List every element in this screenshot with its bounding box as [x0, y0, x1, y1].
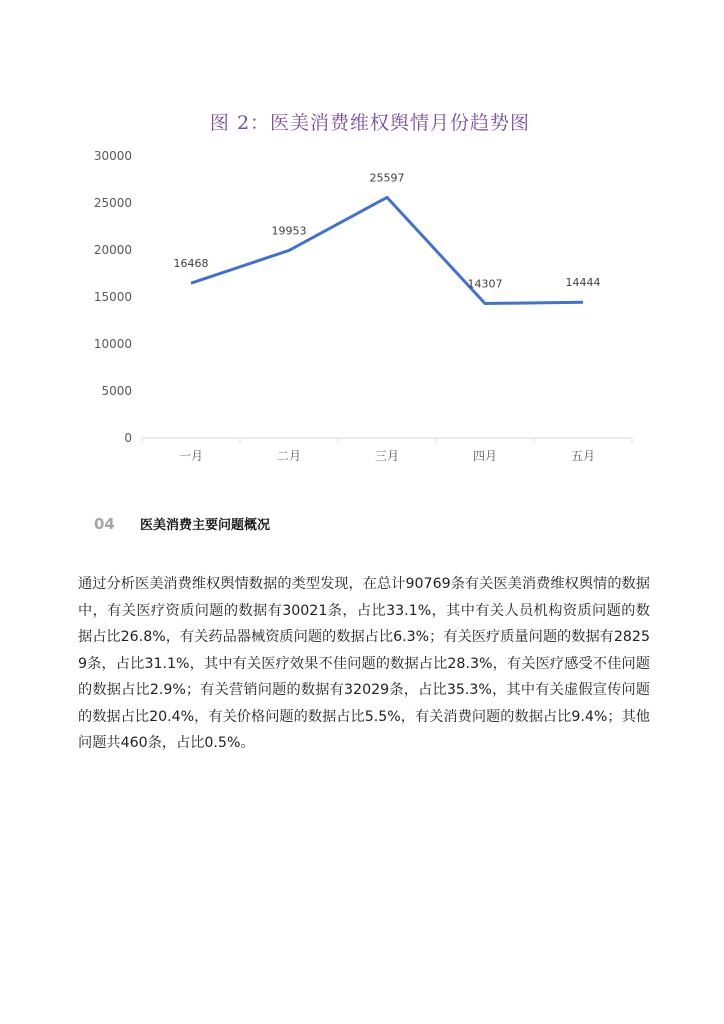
section-title: 医美消费主要问题概况: [140, 518, 271, 533]
x-tick-label: 五月: [570, 449, 596, 463]
y-tick-label: 5000: [101, 384, 132, 398]
x-tick-label: 一月: [178, 449, 204, 463]
y-tick-label: 20000: [93, 243, 132, 257]
y-axis-ticks: [94, 149, 132, 445]
y-tick-label: 25000: [93, 196, 132, 210]
line-chart: [0, 140, 724, 470]
data-label: 16468: [173, 257, 209, 271]
x-tick-label: 二月: [276, 449, 302, 463]
series-line: [191, 197, 583, 303]
data-label: 19953: [271, 224, 307, 238]
y-tick-label: 0: [124, 431, 132, 445]
y-tick-label: 15000: [93, 290, 132, 304]
body-paragraph: 通过分析医美消费维权舆情数据的类型发现，在总计90769条有关医美消费维权舆情的数据中，有关医疗资质问题的数据有30021条，占比33.1%，其中有关人员机构资质问题的数据占比26.8%，有关药品器械资质问题的数据占比6.3%；有关医疗质量问题的数据有28259条，占比31.1%，其中有关医疗效果不佳问题的数据占比28.3%，有关医疗感受不佳问题的数据占比2.9%；有关营销问题的数据有32029条，占比35.3%，其中有关虚假宣传问题的数据占比20.4%，有关价格问题的数据占比5.5%，有关消费问题的数据占比9.4%；其他问题共460条，占比0.5%。: [78, 576, 650, 751]
y-tick-label: 30000: [93, 149, 132, 163]
chart-title: 图 2：医美消费维权舆情月份趋势图: [209, 112, 531, 134]
section-header: [94, 514, 270, 533]
data-label: 14307: [467, 277, 503, 291]
x-axis-tickmarks: [142, 438, 632, 443]
x-axis-labels: [179, 449, 595, 463]
data-label: 14444: [565, 276, 601, 290]
section-number: 04: [94, 515, 115, 533]
y-tick-label: 10000: [93, 337, 132, 351]
data-labels: [174, 171, 601, 290]
x-tick-label: 四月: [472, 449, 498, 463]
data-label: 25597: [369, 171, 405, 185]
x-tick-label: 三月: [374, 449, 400, 463]
